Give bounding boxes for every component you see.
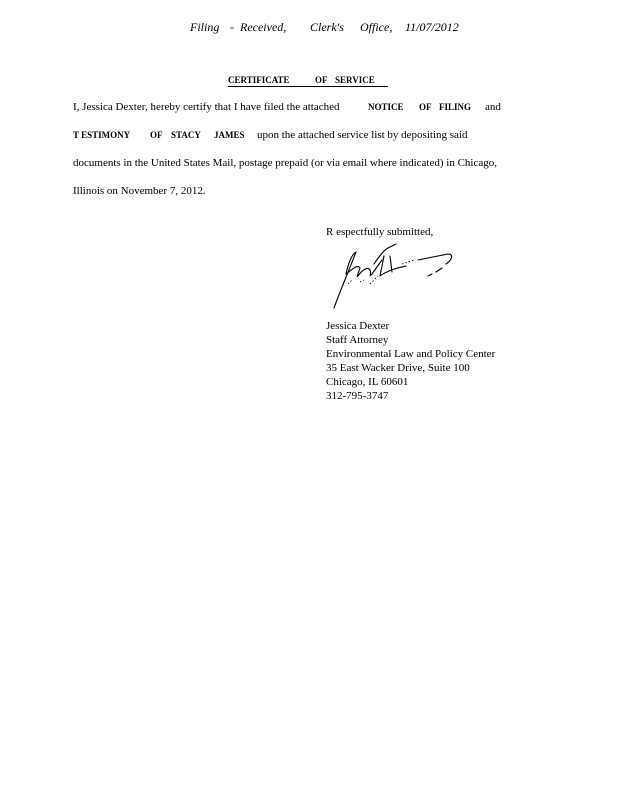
line2-text: upon the attached service list by depositing said [257,129,468,141]
title-certificate: CERTIFICATE [228,75,290,85]
signer-city: Chicago, IL 60601 [326,376,409,388]
line4-text: Illinois on November 7, 2012. [73,185,206,197]
closing-respectfully: R espectfully submitted, [326,226,434,238]
stamp-office: Office, [360,20,393,34]
certificate-title [228,75,388,87]
line1-and: and [485,101,501,113]
stamp-date: 11/07/2012 [405,20,459,34]
signer-name: Jessica Dexter [326,320,390,332]
line3-text: documents in the United States Mail, postage prepaid (or via email where indicated) in Chicago, [73,157,497,169]
signer-title: Staff Attorney [326,334,389,346]
line2-james: JAMES [214,130,245,140]
line1-filing: FILING [439,102,472,112]
title-of: OF [315,75,328,85]
stamp-clerks: Clerk's [310,20,344,34]
line1-notice: NOTICE [368,102,404,112]
signer-block [326,319,495,403]
title-service: SERVICE [335,75,375,85]
line1-of: OF [419,102,432,112]
line2-stacy: STACY [171,130,201,140]
signer-street: 35 East Wacker Drive, Suite 100 [326,362,470,374]
line2-of: OF [150,130,163,140]
stamp-filing: Filing [190,20,220,34]
stamp-received: Received, [240,20,287,34]
stamp-dash: - [230,20,234,34]
signer-phone: 312-795-3747 [326,390,389,402]
handwritten-signature [328,240,458,312]
signer-organization: Environmental Law and Policy Center [326,348,496,360]
line2-testimony: T ESTIMONY [73,130,131,140]
line1-text: I, Jessica Dexter, hereby certify that I have filed the attached [73,101,340,113]
